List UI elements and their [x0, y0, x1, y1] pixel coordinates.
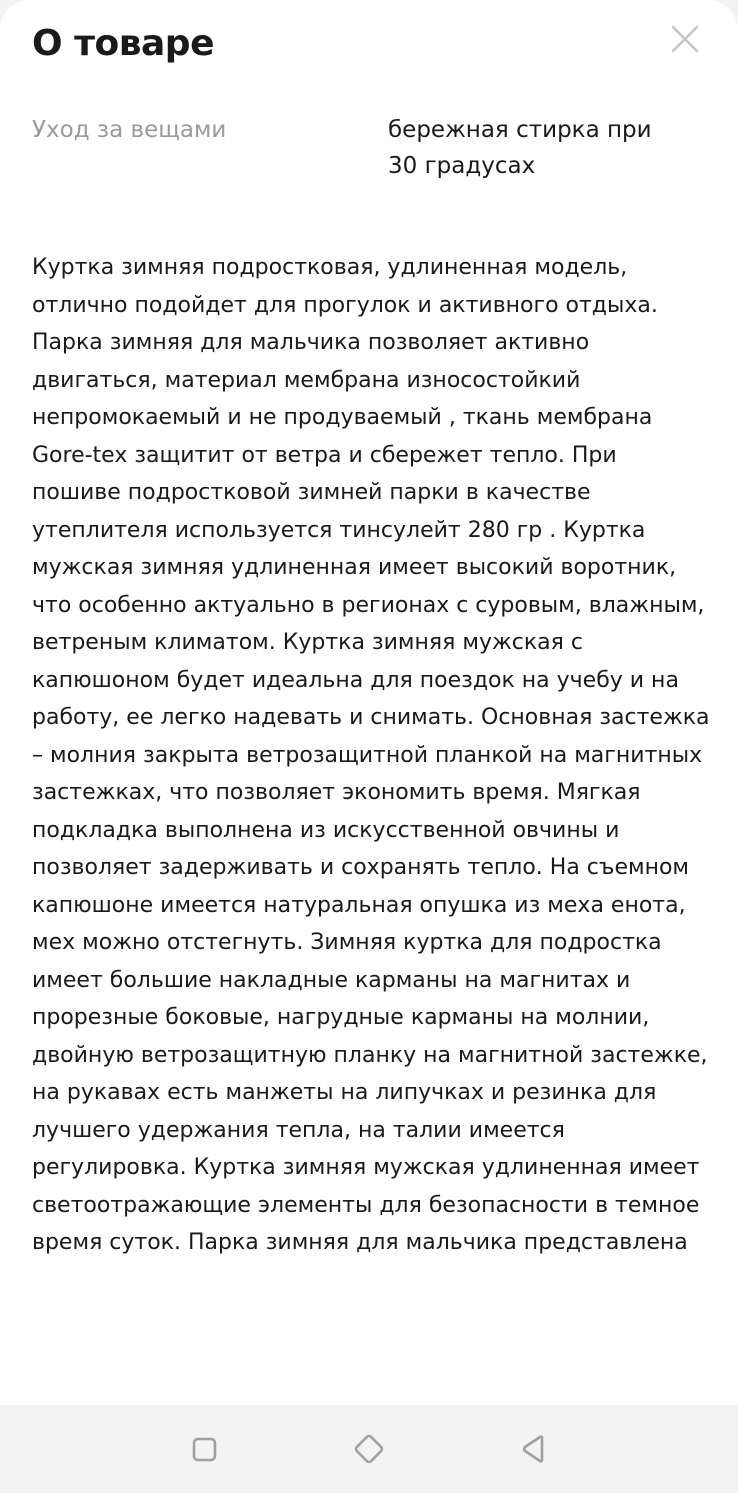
product-description: Куртка зимняя подростковая, удлиненная модель, отлично подойдет для прогулок и активного отдыха. Парка зимняя для мальчика позволяет активно двигаться, материал мембрана износостойкий непромокаемый и не продуваемый , ткань мембрана Gore-tex защитит от ветра и сбережет тепло. При пошиве подростковой зимней парки в качестве утеплителя используется тинсулейт 280 гр . Куртка мужская зимняя удлиненная имеет высокий воротник, что особенно актуально в регионах с суровым, влажным, ветреным климатом. Куртка зимняя мужская с капюшоном будет идеальна для поездок на учебу и на работу, ее легко надевать и снимать. Основная застежка – молния закрыта ветрозащитной планкой на магнитных застежках, что позволяет экономить время. Мягкая подкладка выполнена из искусственной овчины и позволяет задерживать и сохранять тепло. На съемном капюшоне имеется натуральная опушка из меха енота, мех можно отстегнуть. Зимняя куртка для подростка имеет большие накладные карманы на магнитах и прорезные боковые, нагрудные карманы на молнии, двойную ветрозащитную планку на магнитной застежке, на рукавах есть манжеты на липучках и резинка для лучшего удержания тепла, на талии имеется регулировка. Куртка зимняя мужская удлиненная имеет светоотражающие элементы для безопасности в темное время суток. Парка зимняя для мальчика представлена — [32, 255, 710, 1255]
sheet-title: О товаре — [32, 23, 214, 64]
back-button[interactable] — [514, 1429, 554, 1469]
home-button[interactable] — [349, 1429, 389, 1469]
system-navigation-bar — [0, 1405, 738, 1493]
close-icon — [670, 24, 700, 54]
attribute-row-care — [32, 112, 682, 192]
attribute-name: Уход за вещами — [32, 117, 227, 143]
back-triangle-icon — [514, 1429, 554, 1469]
recents-button[interactable] — [184, 1429, 224, 1469]
attribute-value: бережная стирка при 30 градусах — [388, 117, 652, 179]
home-diamond-icon — [349, 1429, 389, 1469]
close-button[interactable] — [670, 24, 700, 54]
recents-square-icon — [184, 1429, 224, 1469]
